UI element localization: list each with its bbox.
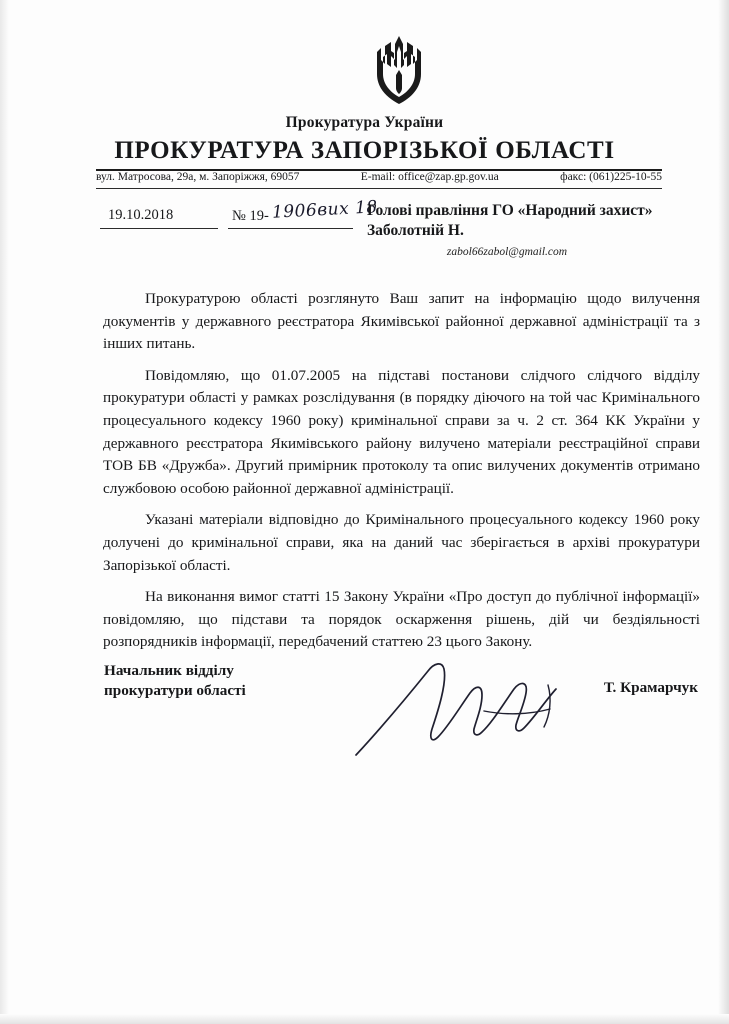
number-underline: [228, 228, 353, 229]
email-text: E-mail: office@zap.gp.gov.ua: [360, 171, 499, 183]
body-paragraph-3: Указані матеріали відповідно до Кримінального процесуального кодексу 1960 року долучені до кримінальної справи, яка на даний час зберігається в архіві прокуратури Запорізької області.: [103, 511, 700, 574]
contact-row: [96, 171, 662, 183]
body-paragraph-4: На виконання вимог статті 15 Закону України «Про доступ до публічної інформації» повідомляю, що підстави та порядок оскарження рішень, дій чи бездіяльності розпорядників інформації, передбачений статтею 23 цього Закону.: [103, 588, 700, 651]
scan-edge-bottom: [0, 1014, 729, 1024]
page-title: ПРОКУРАТУРА ЗАПОРІЗЬКОЇ ОБЛАСТІ: [114, 137, 615, 164]
signer-name: Т. Крамарчук: [603, 679, 698, 696]
addressee-line-2: Заболотній Н.: [367, 222, 464, 239]
addressee-email: zabol66zabol@gmail.com: [446, 246, 568, 258]
organization-name: Прокуратура України: [285, 114, 444, 131]
signer-position-line-1: Начальник відділу: [104, 662, 234, 679]
address-text: вул. Матросова, 29а, м. Запоріжжя, 69057: [96, 171, 300, 183]
addressee-line-1: Голові правління ГО «Народний захист»: [367, 202, 653, 219]
signer-position-line-2: прокуратури області: [104, 682, 246, 699]
signer-position: [104, 661, 246, 701]
handwritten-signature-icon: [352, 655, 582, 760]
document-number-handwritten: 1906вих 18: [271, 197, 379, 223]
date-underline: [100, 228, 218, 229]
fax-text: факс: (061)225-10-55: [560, 171, 662, 183]
letter-body: [103, 288, 700, 663]
document-date: 19.10.2018: [108, 207, 174, 223]
body-paragraph-1: Прокуратурою області розглянуто Ваш запит на інформацію щодо вилучення документів у державного реєстратора Якимівської районної державної адміністрації та з інших питань.: [103, 290, 700, 353]
document-number-label: № 19-: [232, 208, 269, 224]
ukraine-coat-of-arms-icon: [373, 34, 425, 106]
contact-divider: [96, 188, 662, 189]
addressee-block: [367, 201, 697, 241]
body-paragraph-2: Повідомляю, що 01.07.2005 на підставі постанови слідчого слідчого відділу прокуратури області у рамках розслідування (в порядку діючого на той час Кримінального процесуального кодексу 1960 року) кримінальної справи за ч. 2 ст. 364 КК України у державного реєстратора Якимівського району вилучено матеріали реєстраційної справи ТОВ БВ «Дружба». Другий примірник протоколу та опис вилучених документів отримано службовою особою районної державної адміністрації.: [103, 366, 700, 497]
